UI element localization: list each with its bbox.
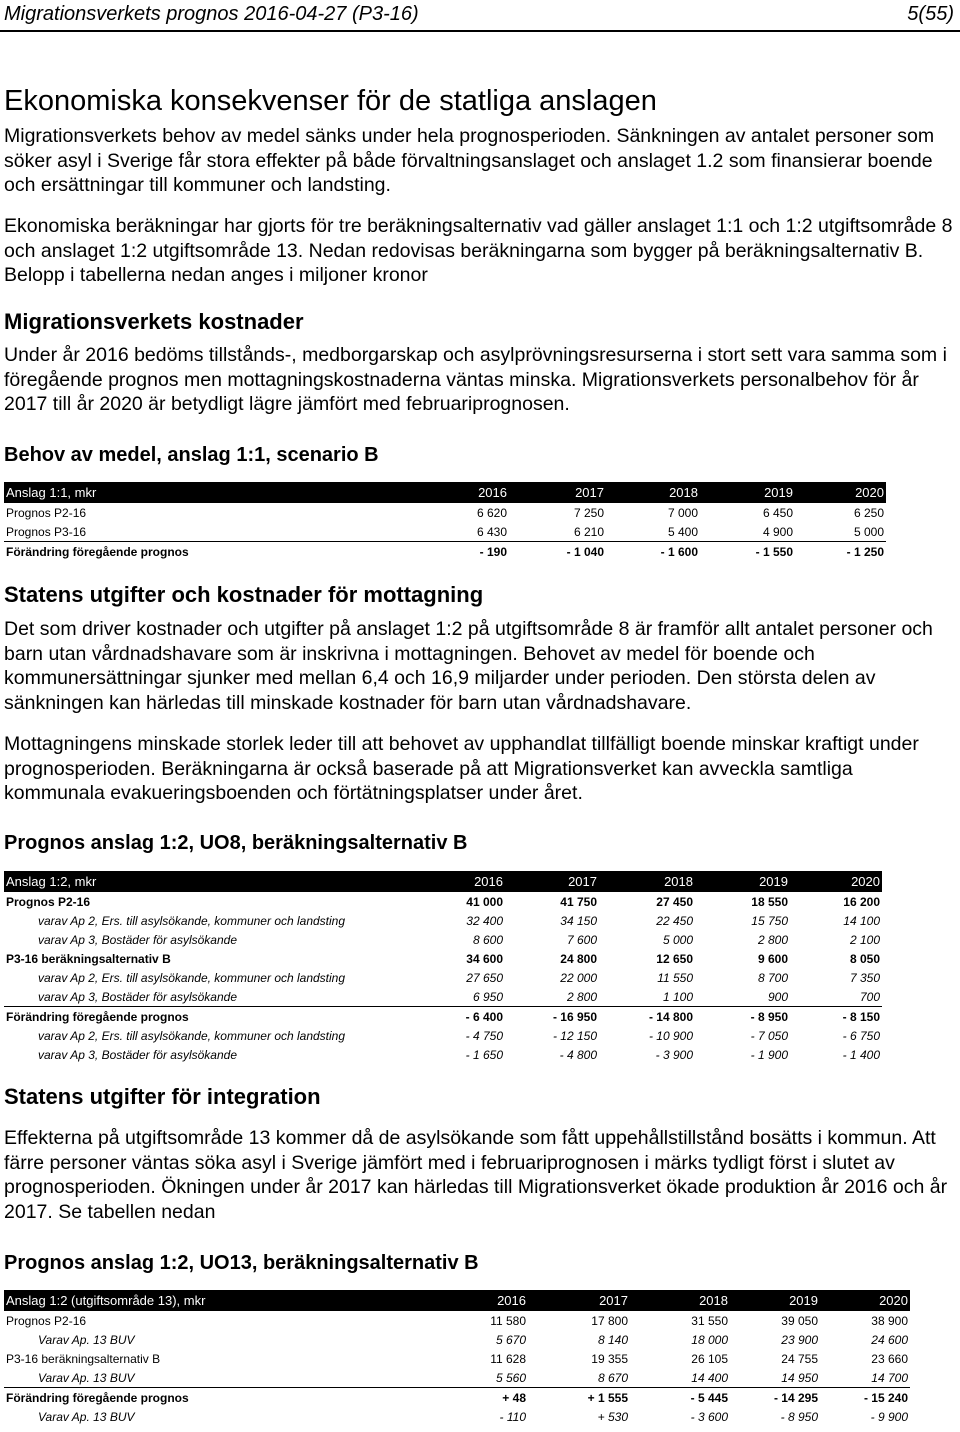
table-row [4, 1349, 910, 1368]
cell-value: 32 400 [466, 913, 503, 928]
row-label: Varav Ap. 13 BUV [38, 1409, 135, 1424]
table3-header-year: 2020 [820, 1290, 910, 1311]
row-label: varav Ap 3, Bostäder för asylsökande [38, 989, 237, 1004]
table-row [4, 949, 882, 968]
section-reception-paragraph-1: Det som driver kostnader och utgifter på anslaget 1:2 på utgiftsområde 8 är framför allt antalet personer och barn utan vårdnadshavare som är inskrivna i mottagningen. Behovet av medel för boende och kommunersättningar sjunker med mellan 6,4 och 16,9 miljarder under perioden. Den största delen av sänkningen kan härledas till minskade kostnader för barn utan vårdnadshavare. [4, 618, 933, 714]
table-row [4, 1368, 910, 1388]
cell-value: - 3 600 [690, 1409, 728, 1424]
cell-value: 9 600 [757, 951, 788, 966]
row-label: Förändring föregående prognos [4, 542, 424, 562]
cell-value: 6 620 [476, 505, 507, 520]
cell-value: - 16 950 [505, 1007, 599, 1027]
cell-value: - 14 800 [599, 1007, 695, 1027]
cell-value: - 8 150 [790, 1007, 882, 1027]
table-row [4, 1388, 910, 1408]
cell-value: 8 140 [597, 1332, 628, 1347]
row-label: varav Ap 3, Bostäder för asylsökande [38, 1047, 237, 1062]
row-label: Prognos P2-16 [6, 505, 87, 520]
table1-header-year: 2017 [509, 482, 606, 503]
table2-header-year: 2017 [505, 871, 599, 892]
table-row [4, 1311, 910, 1330]
section-integration-paragraph: Effekterna på utgiftsområde 13 kommer då de asylsökande som fått uppehållstillstånd bosätts i kommun. Att färre personer väntas söka asyl i Sverige jämfört med i februariprognosen i märks tydligt först i slutet av prognosperioden. Ökningen under år 2017 kan härledas till Migrationsverket ökade produktion år 2016 och år 2017. Se tabellen nedan [4, 1127, 948, 1223]
cell-value: 6 430 [476, 524, 507, 539]
cell-value: 22 450 [656, 913, 693, 928]
row-label: varav Ap 2, Ers. till asylsökande, kommuner och landsting [38, 913, 346, 928]
cell-value: - 15 240 [820, 1388, 910, 1408]
section-heading-reception: Statens utgifter och kostnader för mottagning [4, 582, 484, 607]
cell-value: 34 150 [560, 913, 597, 928]
cell-value: - 3 900 [655, 1047, 693, 1062]
row-label: Prognos P2-16 [6, 894, 91, 909]
cell-value: - 1 040 [509, 542, 606, 562]
cell-value: 14 950 [781, 1370, 818, 1385]
cell-value: 14 100 [843, 913, 880, 928]
cell-value: 6 450 [762, 505, 793, 520]
cell-value: - 1 650 [465, 1047, 503, 1062]
row-label: Prognos P3-16 [6, 524, 87, 539]
page-number: 5(55) [907, 2, 954, 25]
cell-value: 700 [859, 989, 880, 1004]
cell-value: 5 000 [853, 524, 884, 539]
cell-value: - 110 [499, 1409, 526, 1424]
row-label: Varav Ap. 13 BUV [38, 1370, 135, 1385]
cell-value: 5 560 [495, 1370, 526, 1385]
cell-value: - 1 550 [700, 542, 795, 562]
cell-value: 6 250 [853, 505, 884, 520]
table-row [4, 1407, 910, 1426]
cell-value: 8 700 [757, 970, 788, 985]
cell-value: 14 700 [871, 1370, 908, 1385]
cell-value: 6 210 [573, 524, 604, 539]
cell-value: 11 580 [490, 1313, 526, 1328]
table1-header-year: 2016 [424, 482, 509, 503]
cell-value: 7 000 [667, 505, 698, 520]
cell-value: - 6 400 [409, 1007, 505, 1027]
cell-value: 11 628 [490, 1351, 526, 1366]
cell-value: 7 600 [566, 932, 597, 947]
table3-header-label: Anslag 1:2 (utgiftsområde 13), mkr [4, 1290, 422, 1311]
cell-value: 23 900 [781, 1332, 818, 1347]
table3-header-year: 2017 [528, 1290, 630, 1311]
intro-paragraph-1: Migrationsverkets behov av medel sänks under hela prognosperioden. Sänkningen av antalet personer som söker asyl i Sverige får stora effekter på både förvaltningsanslaget och anslaget 1.2 som finansierar boende och ersättningar till kommuner och landsting. [4, 125, 935, 196]
cell-value: - 1 600 [606, 542, 700, 562]
table1-header-label: Anslag 1:1, mkr [4, 482, 424, 503]
cell-value: - 7 050 [750, 1028, 788, 1043]
row-label: P3-16 beräkningsalternativ B [6, 951, 171, 966]
cell-value: - 14 295 [730, 1388, 820, 1408]
cell-value: 4 900 [762, 524, 793, 539]
table2-header-year: 2020 [790, 871, 882, 892]
table2-header-row [4, 871, 882, 892]
cell-value: 24 800 [560, 951, 597, 966]
cell-value: 5 000 [662, 932, 693, 947]
cell-value: 6 950 [472, 989, 503, 1004]
cell-value: 34 600 [466, 951, 503, 966]
table1-header-year: 2020 [795, 482, 886, 503]
table-row [4, 503, 886, 522]
cell-value: 41 750 [560, 894, 597, 909]
cell-value: 19 355 [591, 1351, 628, 1366]
cell-value: 38 900 [871, 1313, 908, 1328]
table-row [4, 968, 882, 987]
table2-header-label: Anslag 1:2, mkr [4, 871, 409, 892]
cell-value: 18 550 [751, 894, 788, 909]
cell-value: 2 800 [757, 932, 788, 947]
cell-value: 8 600 [472, 932, 503, 947]
cell-value: 7 350 [849, 970, 880, 985]
cell-value: - 9 900 [870, 1409, 908, 1424]
section-costs-paragraph: Under år 2016 bedöms tillstånds-, medborgarskap och asylprövningsresurserna i stort sett vara samma som i föregående prognos men mottagningskostnaderna väntas minska. Migrationsverkets personalbehov för år 2017 till år 2020 är betydligt lägre jämfört med februariprognosen. [4, 344, 947, 415]
table3-title: Prognos anslag 1:2, UO13, beräkningsalternativ B [4, 1252, 479, 1274]
page-header [4, 0, 954, 28]
table2-title: Prognos anslag 1:2, UO8, beräkningsalternativ B [4, 832, 468, 854]
table-row [4, 542, 886, 562]
cell-value: - 5 445 [630, 1388, 730, 1408]
cell-value: - 190 [424, 542, 509, 562]
table-anslag-1-1 [4, 482, 886, 561]
intro-paragraph-2: Ekonomiska beräkningar har gjorts för tre beräkningsalternativ vad gäller anslaget 1:1 och 1:2 utgiftsområde 8 och anslaget 1:2 utgiftsområde 13. Nedan redovisas beräkningarna som bygger på beräkningsalternativ B. Belopp i tabellerna nedan anges i miljoner kronor [4, 215, 953, 286]
row-label: varav Ap 2, Ers. till asylsökande, kommuner och landsting [38, 1028, 346, 1043]
cell-value: 31 550 [691, 1313, 728, 1328]
cell-value: + 530 [597, 1409, 628, 1424]
cell-value: 24 600 [871, 1332, 908, 1347]
cell-value: 27 450 [656, 894, 693, 909]
cell-value: 1 100 [662, 989, 693, 1004]
document-header-title: Migrationsverkets prognos 2016-04-27 (P3-16) [4, 2, 419, 25]
table-anslag-1-2-uo8 [4, 871, 882, 1064]
table-row [4, 1045, 882, 1064]
table-row [4, 987, 882, 1007]
cell-value: 2 800 [566, 989, 597, 1004]
cell-value: 27 650 [466, 970, 503, 985]
cell-value: 39 050 [781, 1313, 818, 1328]
cell-value: 24 755 [781, 1351, 818, 1366]
cell-value: - 1 900 [750, 1047, 788, 1062]
cell-value: 8 050 [849, 951, 880, 966]
table-row [4, 892, 882, 911]
section-heading-costs: Migrationsverkets kostnader [4, 309, 304, 334]
table-row [4, 911, 882, 930]
cell-value: + 1 555 [528, 1388, 630, 1408]
cell-value: 5 400 [667, 524, 698, 539]
cell-value: 26 105 [691, 1351, 728, 1366]
cell-value: - 10 900 [648, 1028, 693, 1043]
row-label: P3-16 beräkningsalternativ B [6, 1351, 161, 1366]
table1-header-year: 2019 [700, 482, 795, 503]
table-row [4, 930, 882, 949]
cell-value: - 4 800 [559, 1047, 597, 1062]
cell-value: 11 550 [657, 970, 693, 985]
table2-header-year: 2019 [695, 871, 790, 892]
table2-header-year: 2016 [409, 871, 505, 892]
table1-header-row [4, 482, 886, 503]
section-reception-paragraph-2: Mottagningens minskade storlek leder till att behovet av upphandlat tillfälligt boende minskar kraftigt under prognosperioden. Beräkningarna är också baserade på att Migrationsverket kan avveckla samtliga kommunala evakueringsboenden och förtätningsplatser under året. [4, 733, 919, 804]
cell-value: 23 660 [871, 1351, 908, 1366]
row-label: varav Ap 3, Bostäder för asylsökande [38, 932, 237, 947]
cell-value: 41 000 [466, 894, 503, 909]
cell-value: - 8 950 [695, 1007, 790, 1027]
cell-value: 8 670 [597, 1370, 628, 1385]
table3-header-year: 2019 [730, 1290, 820, 1311]
table3-header-year: 2016 [422, 1290, 528, 1311]
cell-value: 5 670 [495, 1332, 526, 1347]
page-title: Ekonomiska konsekvenser för de statliga anslagen [4, 85, 657, 117]
cell-value: + 48 [422, 1388, 528, 1408]
header-rule [0, 30, 960, 32]
cell-value: 900 [767, 989, 788, 1004]
cell-value: - 1 250 [795, 542, 886, 562]
cell-value: 15 750 [751, 913, 788, 928]
cell-value: 17 800 [591, 1313, 628, 1328]
cell-value: - 8 950 [780, 1409, 818, 1424]
section-heading-integration: Statens utgifter för integration [4, 1084, 321, 1109]
table1-header-year: 2018 [606, 482, 700, 503]
table-row [4, 522, 886, 542]
row-label: Förändring föregående prognos [4, 1388, 422, 1408]
cell-value: 2 100 [849, 932, 880, 947]
cell-value: - 12 150 [552, 1028, 597, 1043]
table2-header-year: 2018 [599, 871, 695, 892]
table-row [4, 1007, 882, 1027]
table-row [4, 1330, 910, 1349]
cell-value: - 6 750 [842, 1028, 880, 1043]
cell-value: 22 000 [560, 970, 597, 985]
row-label: varav Ap 2, Ers. till asylsökande, kommuner och landsting [38, 970, 346, 985]
cell-value: 16 200 [843, 894, 880, 909]
cell-value: 12 650 [656, 951, 693, 966]
table3-header-year: 2018 [630, 1290, 730, 1311]
row-label: Förändring föregående prognos [4, 1007, 409, 1027]
table1-title: Behov av medel, anslag 1:1, scenario B [4, 444, 379, 466]
cell-value: - 4 750 [465, 1028, 503, 1043]
row-label: Varav Ap. 13 BUV [38, 1332, 135, 1347]
cell-value: 14 400 [691, 1370, 728, 1385]
cell-value: 18 000 [691, 1332, 728, 1347]
table-anslag-1-2-uo13 [4, 1290, 910, 1426]
table-row [4, 1026, 882, 1045]
row-label: Prognos P2-16 [6, 1313, 87, 1328]
cell-value: - 1 400 [842, 1047, 880, 1062]
table3-header-row [4, 1290, 910, 1311]
cell-value: 7 250 [573, 505, 604, 520]
